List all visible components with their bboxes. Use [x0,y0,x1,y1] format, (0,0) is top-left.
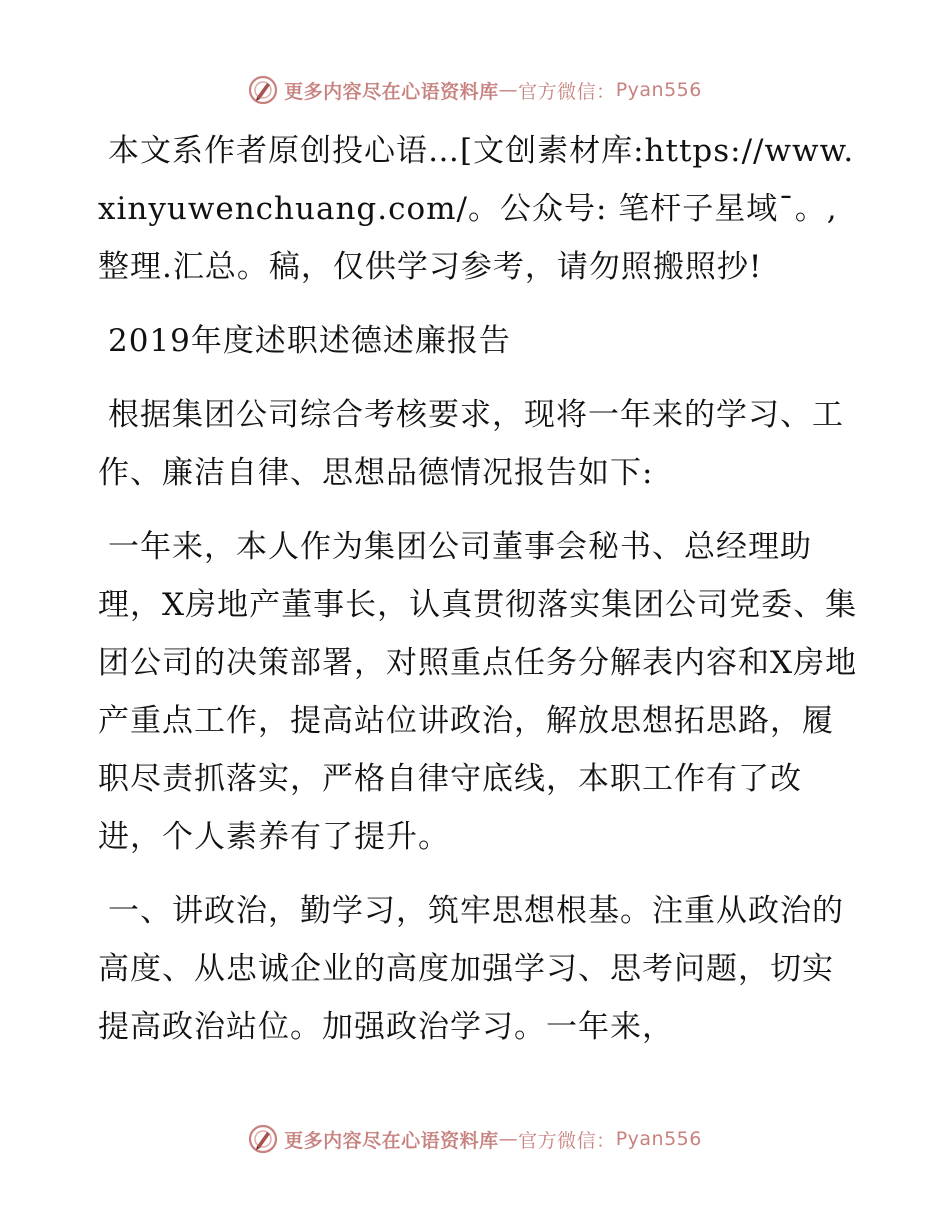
document-body [98,122,858,1072]
banner-wechat-id: Pyan556 [615,1128,702,1150]
banner-wechat-id: Pyan556 [615,79,702,101]
footer-watermark-banner [0,1119,950,1159]
pen-logo-icon [248,75,278,105]
body-paragraph-3: 一、讲政治，勤学习，筑牢思想根基。注重从政治的高度、从忠诚企业的高度加强学习、思考问题，切实提高政治站位。加强政治学习。一年来， [98,893,844,1045]
banner-wechat-label: 官方微信： [518,80,616,103]
intro-paragraph: 本文系作者原创投心语…[文创素材库:https://www.xinyuwenchuang.com/。公众号: 笔杆子星域¯。,整理.汇总。稿，仅供学习参考，请勿照搬照抄! [98,133,855,285]
banner-separator: — [498,1128,519,1150]
body-paragraph-2: 一年来，本人作为集团公司董事会秘书、总经理助理，X房地产董事长，认真贯彻落实集团公司党委、集团公司的决策部署，对照重点任务分解表内容和X房地产重点工作，提高站位讲政治，解放思想拓思路，履职尽责抓落实，严格自律守底线，本职工作有了改进，个人素养有了提升。 [98,529,858,855]
document-title: 2019年度述职述德述廉报告 [108,323,511,359]
banner-main-text: 更多内容尽在心语资料库 [284,1129,499,1152]
banner-wechat-label: 官方微信： [518,1129,616,1152]
body-paragraph-1: 根据集团公司综合考核要求，现将一年来的学习、工作、廉洁自律、思想品德情况报告如下: [98,397,844,491]
banner-main-text: 更多内容尽在心语资料库 [284,80,499,103]
pen-logo-icon [248,1124,278,1154]
banner-separator: — [498,79,519,101]
header-watermark-banner [0,70,950,110]
